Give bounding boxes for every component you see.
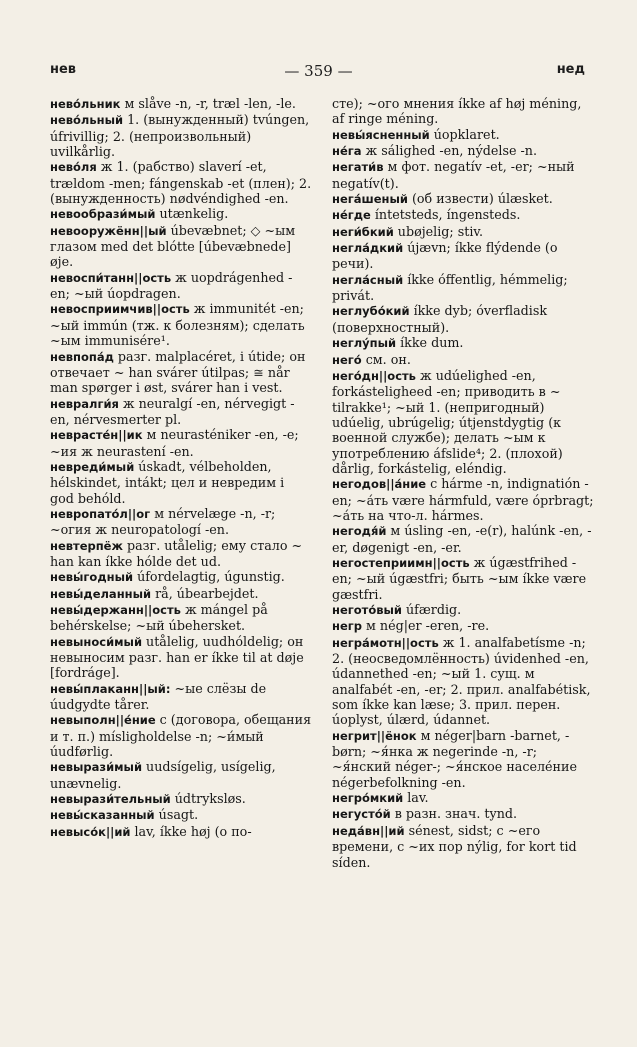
entry-headword: невысо́к||ий bbox=[50, 824, 131, 839]
dictionary-entry bbox=[50, 223, 312, 270]
dictionary-entry bbox=[332, 555, 594, 602]
entry-headword: невосприимчив||ость bbox=[50, 302, 190, 317]
dictionary-entry bbox=[332, 602, 594, 618]
page-number: — 359 — bbox=[284, 62, 353, 80]
entry-definition: м фот. negatív -et, -er; ~ный negatív(t). bbox=[332, 159, 575, 191]
dictionary-entry bbox=[332, 335, 594, 351]
entry-headword: нега́шеный bbox=[332, 192, 408, 207]
left-column bbox=[50, 96, 312, 840]
entry-definition: lav, íkke høj (о по- bbox=[130, 823, 252, 839]
entry-definition: uudsígelig, usígelig, unævnelig. bbox=[50, 759, 276, 791]
entry-headword: невтерпёж bbox=[50, 538, 123, 553]
entry-headword: невы́сказанный bbox=[50, 808, 155, 823]
entry-headword: невы́деланный bbox=[50, 586, 152, 601]
dictionary-entry bbox=[50, 459, 312, 506]
left-guide-word: нев bbox=[50, 62, 77, 77]
dictionary-entry bbox=[332, 303, 594, 335]
dictionary-entry bbox=[332, 191, 594, 207]
dictionary-entry bbox=[332, 635, 594, 728]
entry-headword: невыноси́мый bbox=[50, 634, 142, 649]
entry-headword: него́ bbox=[332, 352, 362, 367]
entry-headword: неда́вн||ий bbox=[332, 823, 405, 838]
entry-definition: в разн. знач. tynd. bbox=[390, 806, 518, 822]
entry-definition: ж úgæstfrihed -en; ~ый úgæstfri; быть ~ым íkke være gæstfri. bbox=[332, 554, 587, 602]
dictionary-entry bbox=[50, 427, 312, 459]
entry-definition: ~ые слёзы de úudgydte tårer. bbox=[50, 680, 267, 713]
entry-headword: невыполн||е́ние bbox=[50, 713, 156, 728]
entry-headword: неги́бкий bbox=[332, 224, 394, 239]
entry-headword: невырази́мый bbox=[50, 760, 143, 775]
entry-headword: негр bbox=[332, 619, 362, 634]
entry-headword: нево́льный bbox=[50, 113, 124, 128]
entry-definition: sénest, sidst; с ~его времени, с ~их пор nýlig, for kort tid síden. bbox=[332, 822, 577, 870]
entry-headword: невпопа́д bbox=[50, 349, 114, 364]
entry-definition: ж immunitét -en; ~ый immún (тж. к болезням); сделать ~ым immunisére¹. bbox=[50, 301, 305, 349]
entry-headword: негото́вый bbox=[332, 603, 402, 617]
entry-headword: невреди́мый bbox=[50, 459, 135, 474]
entry-definition: м nérvelæge -n, -r; ~огия ж neuropatologí -en. bbox=[50, 505, 276, 538]
dictionary-entry bbox=[50, 112, 312, 159]
entry-definition: úsagt. bbox=[154, 807, 199, 823]
dictionary-entry bbox=[50, 538, 312, 570]
entry-definition: м úsling -en, -e(r), halúnk -en, -er, døgenigt -en, -er. bbox=[332, 523, 592, 555]
entry-definition: м néger|barn -barnet, -børn; ~я́нка ж negerinde -n, -r; ~я́нский néger-; ~я́нское населе́ние négerbefolkning -en. bbox=[332, 727, 577, 790]
dictionary-entry bbox=[332, 823, 594, 870]
entry-definition: с (договора, обещания и т. п.) mísligholdelse -n; ~и́мый úudførlig. bbox=[50, 712, 312, 760]
entry-headword: негрит||ёнок bbox=[332, 728, 417, 743]
entry-headword: нево́льник bbox=[50, 97, 121, 111]
entry-definition: íkke óffentlig, hémmelig; privát. bbox=[332, 271, 568, 304]
dictionary-entry bbox=[50, 270, 312, 302]
right-guide-word: нед bbox=[556, 62, 585, 77]
entry-definition: ж 1. (рабство) slaverí -et, trældom -men; fángenskab -et (плен); 2. (вынужденность) nødvéndighed -en. bbox=[50, 159, 312, 207]
dictionary-entry bbox=[332, 207, 594, 223]
entry-definition: ubøjelig; stiv. bbox=[393, 223, 484, 239]
entry-headword: неглу́пый bbox=[332, 336, 397, 351]
dictionary-entry bbox=[50, 634, 312, 681]
entry-headword: негра́мотн||ость bbox=[332, 635, 439, 650]
entry-headword: невралги́я bbox=[50, 396, 119, 411]
entry-definition: ж mángel på behérskelse; ~ый úbehersket. bbox=[50, 602, 268, 634]
dictionary-entry bbox=[50, 681, 312, 713]
entry-definition: ж 1. analfabetísme -n; 2. (неосведомлённость) úvidenhed -en, údannethed -en; ~ый 1. сущ. м analfabét -en, -er; 2. прил. analfabétisk, som íkke kan læse; 3. прил. перен. úoplyst, úlærd, údannet. bbox=[332, 634, 591, 728]
dictionary-entry bbox=[50, 159, 312, 206]
entry-headword: него́дн||ость bbox=[332, 368, 416, 383]
dictionary-entry bbox=[50, 791, 312, 807]
dictionary-entry bbox=[50, 206, 312, 222]
entry-headword: невырази́тельный bbox=[50, 792, 171, 807]
entry-headword: невоспи́танн||ость bbox=[50, 270, 172, 285]
entry-headword: не́где bbox=[332, 208, 371, 223]
entry-headword: негусто́й bbox=[332, 807, 391, 822]
right-column bbox=[332, 96, 594, 870]
dictionary-entry bbox=[50, 506, 312, 538]
entry-definition: ж udúelighed -en, forkásteligheed -en; приводить в ~ tilrakke¹; ~ый 1. (непригодный) udúelig, ubrúgelig; útjenstdygtig (к военной службе); делать ~ым к употреблению áfslide⁴; 2. (плохой) dårlig, forkástelig, eléndig. bbox=[332, 367, 563, 476]
entry-headword: неврасте́н||ик bbox=[50, 428, 143, 443]
entry-headword: негро́мкий bbox=[332, 791, 404, 806]
entry-headword: не́га bbox=[332, 144, 362, 159]
entry-definition: úopklaret. bbox=[429, 126, 500, 142]
entry-definition: lav. bbox=[403, 790, 429, 806]
entry-headword: негостеприимн||ость bbox=[332, 555, 470, 570]
dictionary-entry bbox=[50, 301, 312, 348]
entry-definition: разг. malplacéret, i útide; он отвечает ~ han svárer útilpas; ≅ når man spørger i øst, svárer han i vest. bbox=[50, 348, 306, 396]
entry-headword: невообрази́мый bbox=[50, 207, 156, 222]
dictionary-entry bbox=[50, 602, 312, 634]
dictionary-entry bbox=[332, 352, 594, 368]
entry-headword: негати́в bbox=[332, 160, 384, 175]
dictionary-entry bbox=[50, 824, 312, 840]
entry-headword: невы́ясненный bbox=[332, 127, 430, 142]
dictionary-entry bbox=[332, 127, 594, 143]
entry-definition: úfærdig. bbox=[401, 602, 462, 617]
entry-definition: разг. utålelig; ему стало ~ han kan íkke hólde det ud. bbox=[50, 537, 303, 569]
entry-definition: ж uopdrágenhed -en; ~ый úopdragen. bbox=[50, 269, 293, 302]
entry-definition: íkke dyb; óverfladisk (поверхностный). bbox=[332, 303, 548, 335]
dictionary-entry bbox=[332, 728, 594, 790]
entry-definition: újævn; íkke flýdende (о речи). bbox=[332, 240, 558, 272]
entry-headword: невы́плаканн||ый: bbox=[50, 681, 171, 696]
dictionary-entry bbox=[332, 224, 594, 240]
entry-headword: негодов||а́ние bbox=[332, 477, 427, 492]
dictionary-entry bbox=[332, 523, 594, 555]
entry-definition: úskadt, vélbeholden, hélskindet, intákt; цел и невредим i god behóld. bbox=[50, 458, 285, 506]
entry-definition: м neurasténiker -en, -e; ~ия ж neurastení -en. bbox=[50, 427, 299, 459]
entry-definition: íkke dum. bbox=[396, 335, 464, 351]
dictionary-entry bbox=[332, 790, 594, 806]
dictionary-entry bbox=[50, 396, 312, 428]
entry-definition: м slåve -n, -r, træl -len, -le. bbox=[120, 96, 296, 111]
dictionary-entry bbox=[332, 143, 594, 159]
entry-headword: негодя́й bbox=[332, 524, 387, 539]
dictionary-entry bbox=[50, 712, 312, 759]
dictionary-entry bbox=[50, 569, 312, 585]
dictionary-entry bbox=[332, 476, 594, 523]
dictionary-entry bbox=[50, 349, 312, 396]
entry-definition: сте); ~ого мнения íkke af høj méning, af ringe méning. bbox=[332, 96, 582, 127]
dictionary-entry bbox=[50, 759, 312, 791]
entry-headword: неглубо́кий bbox=[332, 304, 410, 319]
entry-definition: íntetsteds, íngensteds. bbox=[370, 207, 521, 223]
entry-definition: rå, úbearbejdet. bbox=[151, 585, 259, 601]
dictionary-entry bbox=[332, 806, 594, 822]
entry-definition: ж sálighed -en, nýdelse -n. bbox=[361, 143, 538, 159]
entry-definition: údtryksløs. bbox=[170, 791, 246, 807]
entry-definition: с hárme -n, indignatión -en; ~а́ть være hármfuld, være óprbragt; ~а́ть на что-л. hármes. bbox=[332, 476, 594, 523]
dictionary-entry bbox=[332, 272, 594, 304]
entry-definition: ж neuralgí -en, nérvegigt -en, nérvesmerter pl. bbox=[50, 395, 295, 427]
entry-headword: негла́дкий bbox=[332, 241, 404, 256]
dictionary-entry bbox=[50, 807, 312, 823]
entry-definition: úbevæbnet; ◇ ~ым глазом med det blótte [úbevæbnede] øje. bbox=[50, 222, 296, 270]
entry-headword: негла́сный bbox=[332, 272, 404, 287]
dictionary-entry bbox=[332, 240, 594, 272]
dictionary-entry bbox=[332, 368, 594, 476]
entry-definition: (об извести) úlæsket. bbox=[407, 191, 553, 207]
dictionary-entry bbox=[50, 586, 312, 602]
entry-headword: невооружённ||ый bbox=[50, 223, 167, 238]
dictionary-entry bbox=[332, 96, 594, 127]
entry-headword: невы́годный bbox=[50, 570, 134, 585]
entry-headword: невы́держанн||ость bbox=[50, 603, 181, 617]
entry-definition: 1. (вынужденный) tvúngen, úfrivillig; 2. (непроизвольный) uvilkårlig. bbox=[50, 112, 310, 160]
entry-definition: utænkelig. bbox=[155, 206, 229, 222]
entry-definition: см. он. bbox=[361, 351, 411, 367]
entry-definition: úfordelagtig, úgunstig. bbox=[133, 569, 285, 585]
entry-definition: utålelig, uudhóldelig; он невыносим разг. han er íkke til at døje [fordráge]. bbox=[50, 633, 304, 681]
entry-headword: нево́ля bbox=[50, 160, 97, 175]
dictionary-entry bbox=[332, 618, 594, 634]
dictionary-entry bbox=[332, 159, 594, 191]
entry-definition: м nég|er -eren, -re. bbox=[362, 618, 490, 634]
entry-headword: невропато́л||ог bbox=[50, 506, 151, 521]
dictionary-entry bbox=[50, 96, 312, 112]
